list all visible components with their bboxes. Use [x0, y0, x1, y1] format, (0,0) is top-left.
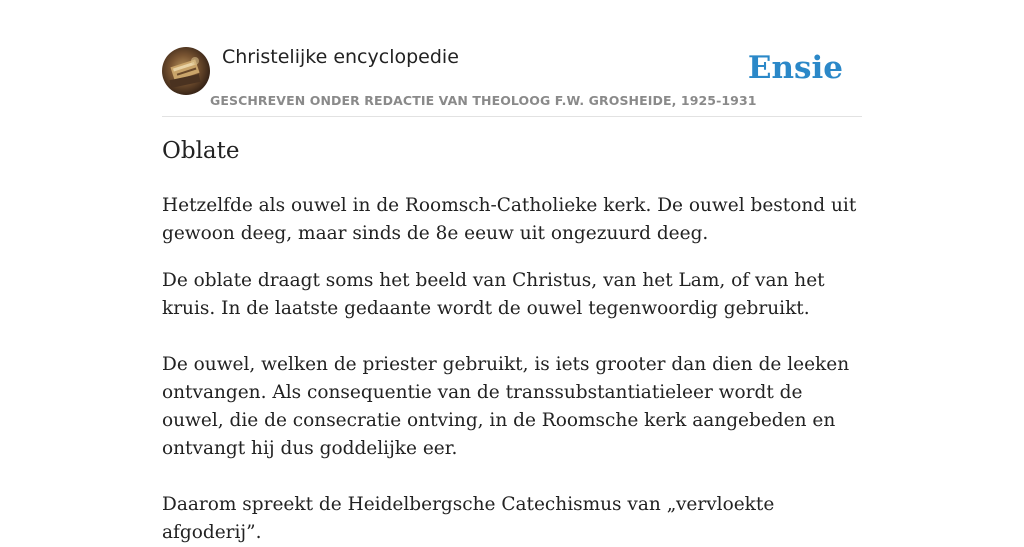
article-paragraph: De oblate draagt soms het beeld van Christus, van het Lam, of van het kruis. In de laatste gedaante wordt de ouwel tegenwoordig gebruikt.: [162, 270, 825, 319]
source-title[interactable]: Christelijke encyclopedie: [222, 46, 459, 68]
ensie-logo-link[interactable]: Ensie: [747, 50, 843, 86]
article-paragraph: Hetzelfde als ouwel in de Roomsch-Catholieke kerk. De ouwel bestond uit gewoon deeg, maar sinds de 8e eeuw uit ongezuurd deeg.: [162, 195, 857, 244]
book-photo-icon: [162, 47, 210, 95]
article-body: [162, 192, 864, 547]
article-paragraph: Daarom spreekt de Heidelbergsche Catechismus van „vervloekte afgoderij”.: [162, 494, 775, 543]
article-paragraph: De ouwel, welken de priester gebruikt, is iets grooter dan dien de leeken ontvangen. Als consequentie van de transsubstantiatieleer wordt de ouwel, die de consecratie ontving, in de Roomsche kerk aangebeden en ontvangt hij dus goddelijke eer.: [162, 354, 850, 459]
article-title: Oblate: [162, 138, 240, 164]
source-avatar[interactable]: [162, 47, 210, 95]
source-subtitle: GESCHREVEN ONDER REDACTIE VAN THEOLOOG F.W. GROSHEIDE, 1925-1931: [210, 93, 757, 108]
source-header: [162, 46, 862, 117]
